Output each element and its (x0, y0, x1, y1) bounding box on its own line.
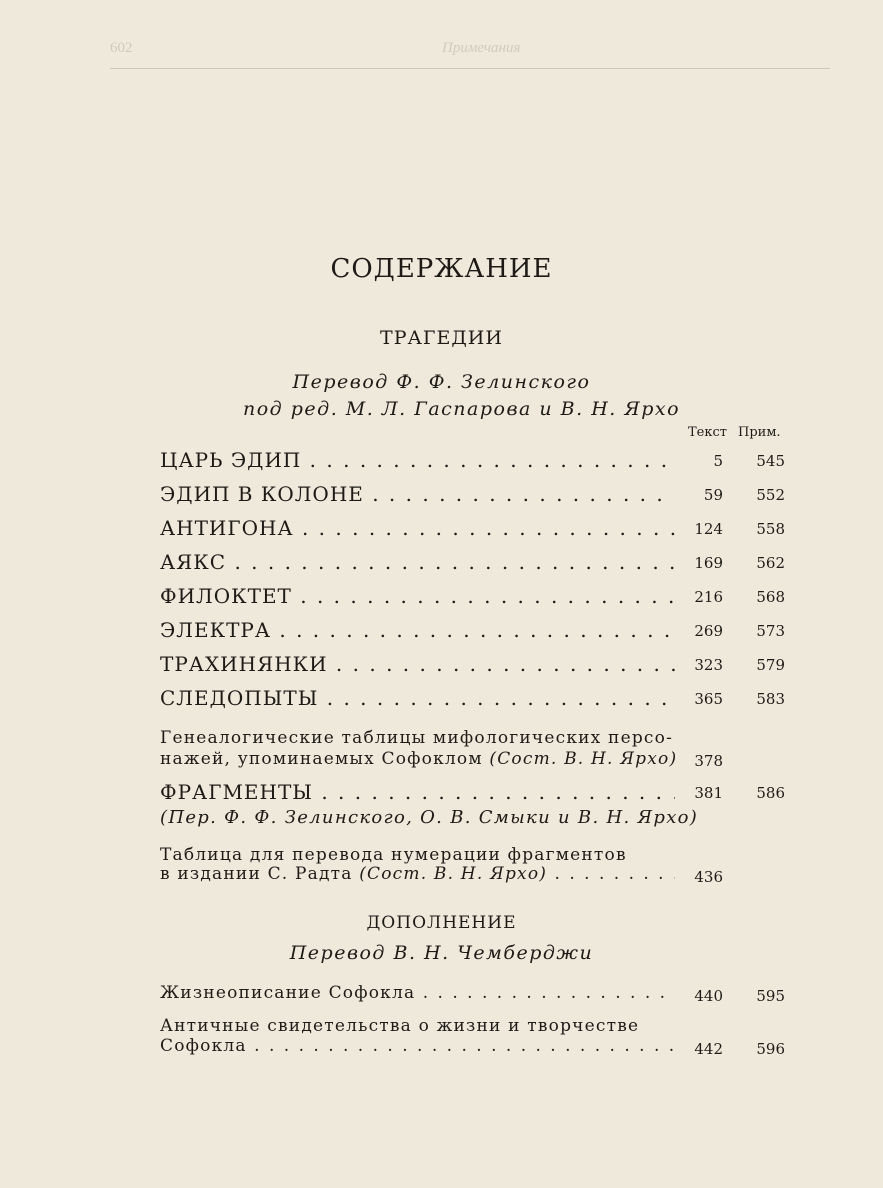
translator-credit: Перевод Ф. Ф. Зелинского (292, 371, 591, 393)
toc-entry[interactable] (160, 618, 790, 648)
toc-entry-title: ЭЛЕКТРА . . . (160, 618, 675, 642)
toc-entry-title: АНТИГОНА . . . (160, 516, 675, 540)
editor-credit: под ред. М. Л. Гаспарова и В. Н. Ярхо (242, 398, 681, 420)
toc-entry-table[interactable]: в издании С. Радта (Сост. В. Н. Ярхо) . . . 436 (160, 864, 790, 894)
toc-entry-biography[interactable]: Жизнеописание Софокла . . . 440 595 (160, 983, 790, 1013)
toc-entry-text-page: 5 (713, 452, 723, 470)
toc-entry-text-page: 124 (694, 520, 723, 538)
toc-entry-notes-page: 558 (756, 520, 785, 538)
toc-entry[interactable] (160, 584, 790, 614)
toc-entry-title: АЯКС . . . (160, 550, 675, 574)
toc-entry-text-page: 216 (694, 588, 723, 606)
genealogy-line1: Генеалогические таблицы мифологических персо- (160, 728, 674, 748)
fragments-credit: (Пер. Ф. Ф. Зелинского, О. В. Смыки и В. Н. Ярхо) (160, 807, 699, 828)
toc-entry-text-page: 365 (694, 690, 723, 708)
toc-entry-notes-page: 568 (756, 588, 785, 606)
toc-entry[interactable] (160, 686, 790, 716)
toc-entry-title: ТРАХИНЯНКИ . . . (160, 652, 675, 676)
toc-entry[interactable] (160, 652, 790, 682)
toc-entry-text-page: 59 (703, 486, 723, 504)
supplement-translator-credit: Перевод В. Н. Чемберджи (289, 942, 594, 964)
toc-entry[interactable] (160, 516, 790, 546)
toc-entry-testimonies[interactable]: Софокла . . . 442 596 (160, 1036, 790, 1066)
toc-entry-notes-page: 579 (756, 656, 785, 674)
column-header-notes: Прим. (738, 425, 781, 440)
toc-entry-title: ФИЛОКТЕТ . . . (160, 584, 675, 608)
page-title: СОДЕРЖАНИЕ (330, 254, 553, 284)
toc-entry[interactable] (160, 550, 790, 580)
toc-entry-text-page: 269 (694, 622, 723, 640)
toc-entry-title: ЭДИП В КОЛОНЕ . . . (160, 482, 675, 506)
testimonies-line1: Античные свидетельства о жизни и творчестве (160, 1016, 640, 1036)
table-line1: Таблица для перевода нумерации фрагментов (160, 845, 627, 865)
toc-entry-notes-page: 573 (756, 622, 785, 640)
bleed-page-number: 602 (110, 40, 133, 56)
toc-entry-text-page: 323 (694, 656, 723, 674)
toc-entry-title: ЦАРЬ ЭДИП . . . (160, 448, 675, 472)
bleed-running-head: Примечания (442, 40, 521, 56)
genealogy-line2: нажей, упоминаемых Софоклом (Сост. В. Н. Ярхо) (160, 749, 678, 769)
toc-entry-text-page: 169 (694, 554, 723, 572)
toc-entry[interactable] (160, 448, 790, 478)
toc-entry-notes-page: 583 (756, 690, 785, 708)
section-title-supplement: ДОПОЛНЕНИЕ (366, 913, 517, 933)
toc-entry-fragments[interactable]: ФРАГМЕНТЫ . . . 381 586 (160, 780, 790, 810)
column-header-text: Текст (688, 425, 727, 440)
toc-entry-title: СЛЕДОПЫТЫ . . . (160, 686, 675, 710)
bleed-rule (110, 68, 830, 69)
toc-entry-notes-page: 545 (756, 452, 785, 470)
toc-entry-notes-page: 562 (756, 554, 785, 572)
toc-entry-notes-page: 552 (756, 486, 785, 504)
genealogy-page: 378 (694, 752, 723, 770)
section-title-tragedies: ТРАГЕДИИ (380, 327, 503, 349)
toc-entry[interactable] (160, 482, 790, 512)
